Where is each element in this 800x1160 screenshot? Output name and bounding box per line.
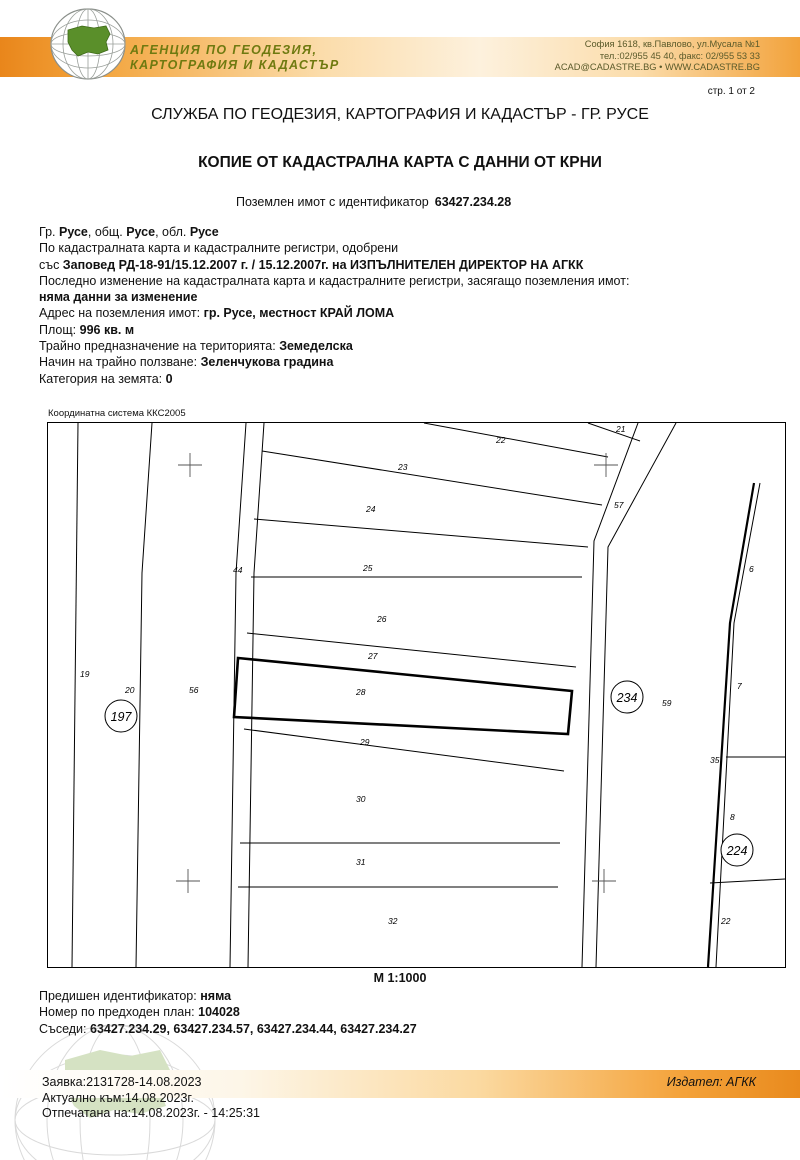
agency-phone: тел.:02/955 45 40, факс: 02/955 53 33: [599, 50, 760, 61]
region-prefix: , обл.: [155, 225, 187, 239]
parcel-line: [72, 423, 78, 967]
last-change-value: [39, 289, 629, 305]
parcel-label: 56: [189, 685, 199, 695]
agency-name: [130, 43, 340, 73]
parcel-label: 6: [749, 564, 754, 574]
property-info: [39, 224, 629, 387]
publisher: Издател: АГКК: [666, 1075, 756, 1089]
region: Русе: [189, 225, 219, 239]
parcel-line: [244, 729, 564, 771]
territory-purpose-value: Земеделска: [279, 339, 353, 354]
current-as-of: Актуално към:14.08.2023г.: [42, 1090, 194, 1105]
parcel-label: 25: [363, 563, 373, 573]
territory-purpose-line: [39, 338, 629, 354]
identifier-value: 63427.234.28: [434, 195, 512, 209]
agency-globe-logo: [48, 6, 128, 82]
thick-boundary-right: [708, 483, 754, 967]
prev-id-line: [39, 988, 417, 1004]
parcel-label: 22: [496, 435, 506, 445]
parcel-label: 32: [388, 916, 398, 926]
area-label: Площ:: [39, 322, 77, 337]
order-prefix: със: [39, 257, 60, 272]
neighbours-label: Съседи:: [39, 1021, 87, 1036]
parcel-label: 57: [614, 500, 624, 510]
circle-label-197: 197: [110, 710, 132, 724]
document-title: КОПИЕ ОТ КАДАСТРАЛНА КАРТА С ДАННИ ОТ КРНИ: [198, 154, 602, 171]
coordinate-system-label: Координатна система ККС2005: [48, 408, 186, 419]
cadastral-map-drawing: [48, 423, 785, 967]
parcel-label: 59: [662, 698, 672, 708]
parcel-label: 8: [730, 812, 735, 822]
identifier-label: Поземлен имот с идентификатор: [236, 195, 429, 209]
area-line: [39, 322, 629, 338]
address-value: гр. Русе, местност КРАЙ ЛОМА: [203, 306, 395, 321]
parcel-label: 35: [710, 755, 720, 765]
prev-plan-value: 104028: [198, 1005, 240, 1020]
parcel-line: [230, 423, 246, 967]
parcel-line: [424, 423, 608, 457]
last-change-text: няма данни за изменение: [39, 290, 198, 305]
area-value: 996 кв. м: [79, 322, 135, 337]
map-scale: М 1:1000: [373, 971, 427, 985]
property-identifier-line: [236, 195, 511, 209]
land-category-value: 0: [165, 371, 173, 386]
neighbours-value: 63427.234.29, 63427.234.57, 63427.234.44, 63427.234.27: [90, 1021, 417, 1036]
parcel-label: 24: [366, 504, 376, 514]
parcel-line: [247, 633, 576, 667]
last-change-label: Последно изменение на кадастралната карта и кадастралните регистри, засягащо поземления имот:: [39, 273, 630, 288]
parcel-label: 44: [233, 565, 243, 575]
address-label: Адрес на поземления имот:: [39, 306, 201, 321]
parcel-label: 22: [721, 916, 731, 926]
printed-on: Отпечатана на:14.08.2023г. - 14:25:31: [42, 1106, 260, 1120]
parcel-label: 29: [360, 737, 370, 747]
circle-label-234: 234: [616, 691, 638, 705]
address-line: [39, 305, 629, 321]
road-edge-left: [136, 423, 152, 967]
parcel-label: 21: [616, 424, 626, 434]
parcel-label: 19: [80, 669, 90, 679]
office-title: СЛУЖБА ПО ГЕОДЕЗИЯ, КАРТОГРАФИЯ И КАДАСТЪР - ГР. РУСЕ: [151, 106, 649, 123]
territory-purpose-label: Трайно предназначение на територията:: [39, 339, 276, 354]
city: Русе: [58, 225, 88, 239]
parcel-line: [710, 879, 785, 883]
agency-web: ACAD@CADASTRE.BG • WWW.CADASTRE.BG: [554, 62, 760, 72]
parcel-label: 20: [125, 685, 135, 695]
footer-info: [42, 1075, 260, 1122]
municipality: Русе: [126, 225, 156, 239]
parcel-label: 23: [398, 462, 408, 472]
prev-id-value: няма: [200, 989, 232, 1003]
parcel-label: 27: [368, 651, 378, 661]
parcel-label: 30: [356, 794, 366, 804]
land-category-line: [39, 371, 629, 387]
prev-plan-label: Номер по предходен план:: [39, 1005, 195, 1020]
agency-address: София 1618, кв.Павлово, ул.Мусала №1: [584, 39, 760, 49]
parcel-line: [254, 519, 588, 547]
parcel-label: 31: [356, 857, 366, 867]
cadastral-map[interactable]: [47, 422, 786, 968]
parcel-label: 7: [737, 681, 742, 691]
agency-contact: [555, 39, 760, 74]
road-edge: [248, 423, 264, 967]
parcel-line: [262, 451, 602, 505]
usage-line: [39, 354, 629, 370]
page-number: стр. 1 от 2: [707, 86, 755, 97]
city-prefix: Гр.: [39, 225, 56, 239]
agency-name-line2: КАРТОГРАФИЯ И КАДАСТЪР: [130, 58, 340, 72]
order-line: [39, 257, 629, 273]
location-line: [39, 224, 629, 240]
usage-label: Начин на трайно ползване:: [39, 355, 198, 370]
municipality-prefix: , общ.: [87, 225, 123, 239]
circle-label-224: 224: [726, 844, 748, 858]
usage-value: Зеленчукова градина: [200, 355, 334, 370]
parcel-label: 26: [377, 614, 387, 624]
parcel-label-selected: 28: [356, 687, 366, 697]
approved-line: По кадастралната карта и кадастралните регистри, одобрени: [39, 241, 399, 256]
highlighted-parcel[interactable]: [234, 658, 572, 734]
parcel-line: [588, 423, 640, 441]
prev-id-label: Предишен идентификатор:: [39, 989, 197, 1003]
request-number: Заявка:2131728-14.08.2023: [42, 1075, 202, 1089]
order-value: Заповед РД-18-91/15.12.2007 г. / 15.12.2007г. на ИЗПЪЛНИТЕЛЕН ДИРЕКТОР НА АГКК: [62, 257, 584, 272]
land-category-label: Категория на земята:: [39, 371, 163, 386]
agency-name-line1: АГЕНЦИЯ ПО ГЕОДЕЗИЯ,: [130, 43, 318, 57]
